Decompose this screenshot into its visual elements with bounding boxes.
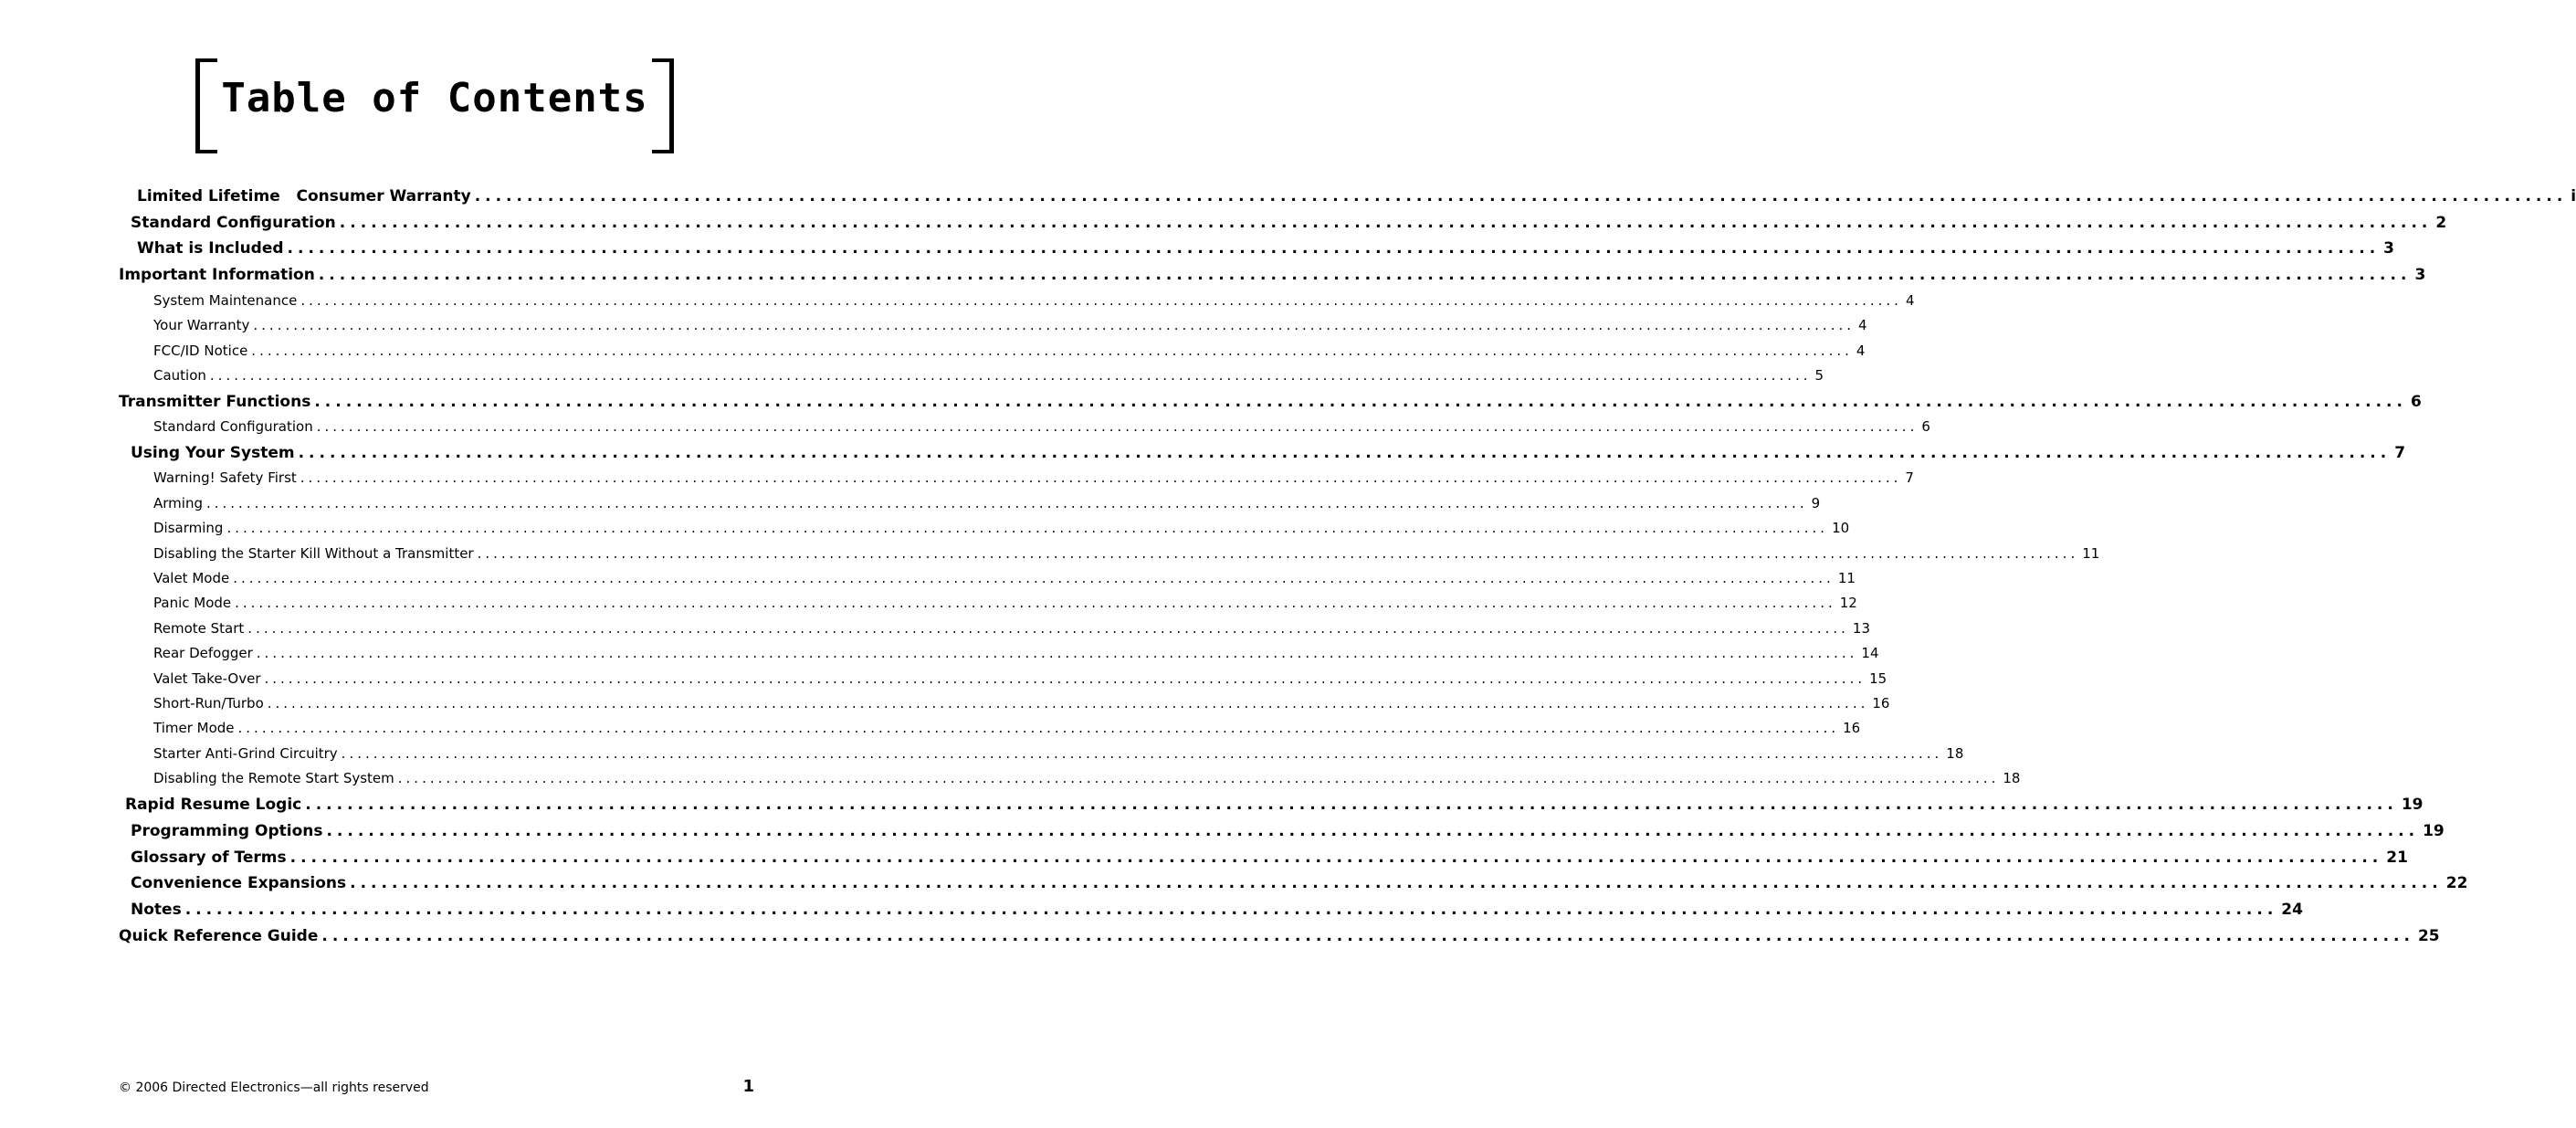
- page-title: Table of Contents: [221, 75, 648, 121]
- toc-entry-label: Disabling the Remote Start System: [153, 770, 394, 786]
- toc-entry-page: 4: [1858, 317, 1867, 333]
- dot-leader: ........................................................................................................................................................................................................: [326, 822, 2420, 840]
- toc-entry-label: Starter Anti-Grind Circuitry: [153, 745, 338, 762]
- toc-entry[interactable]: [137, 239, 2394, 258]
- toc-entry[interactable]: [131, 214, 2447, 232]
- dot-leader: ........................................................................................................................................................................................................: [251, 343, 1853, 359]
- right-bracket: [652, 58, 674, 153]
- toc-entry[interactable]: [153, 520, 1850, 536]
- toc-entry-page: 18: [2003, 770, 2021, 786]
- dot-leader: ........................................................................................................................................................................................................: [209, 367, 1812, 384]
- dot-leader: ........................................................................................................................................................................................................: [341, 745, 1943, 762]
- toc-entry-page: 2: [2435, 214, 2447, 232]
- toc-entry-label: Limited Lifetime Consumer Warranty: [137, 187, 471, 206]
- toc-entry-label: Warning! Safety First: [153, 469, 297, 486]
- toc-entry-label: Your Warranty: [153, 317, 250, 333]
- toc-entry[interactable]: [131, 874, 2468, 892]
- page-number: 1: [742, 1077, 754, 1096]
- dot-leader: ........................................................................................................................................................................................................: [305, 796, 2398, 814]
- toc-entry[interactable]: [125, 796, 2424, 814]
- toc-entry-page: 14: [1861, 645, 1879, 661]
- toc-entry-page: 12: [1839, 595, 1857, 611]
- toc-entry-page: 7: [2394, 444, 2406, 462]
- toc-entry[interactable]: [153, 469, 1914, 486]
- toc-entry[interactable]: [153, 620, 1871, 637]
- toc-entry[interactable]: [153, 695, 1890, 712]
- dot-leader: ........................................................................................................................................................................................................: [314, 393, 2407, 411]
- copyright-notice: © 2006 Directed Electronics—all rights reserved: [119, 1081, 429, 1095]
- toc-entry[interactable]: [153, 645, 1879, 661]
- toc-entry-label: Disabling the Starter Kill Without a Transmitter: [153, 545, 474, 562]
- dot-leader: ........................................................................................................................................................................................................: [235, 595, 1836, 611]
- toc-entry-page: 18: [1946, 745, 1964, 762]
- toc-entry[interactable]: [153, 595, 1857, 611]
- toc-entry-label: Rapid Resume Logic: [125, 796, 302, 814]
- toc-entry-page: 5: [1814, 367, 1824, 384]
- dot-leader: ........................................................................................................................................................................................................: [247, 620, 1849, 637]
- toc-entry-label: Valet Take-Over: [153, 670, 261, 687]
- toc-entry-label: Caution: [153, 367, 206, 384]
- dot-leader: ........................................................................................................................................................................................................: [184, 901, 2278, 919]
- toc-entry[interactable]: [131, 849, 2408, 867]
- toc-entry-label: System Maintenance: [153, 292, 298, 309]
- toc-entry-page: 13: [1852, 620, 1871, 637]
- toc-entry-page: 4: [1856, 343, 1866, 359]
- dot-leader: ........................................................................................................................................................................................................: [267, 695, 1869, 712]
- toc-entry[interactable]: [153, 770, 2021, 786]
- dot-leader: ........................................................................................................................................................................................................: [350, 874, 2443, 892]
- dot-leader: ........................................................................................................................................................................................................: [316, 418, 1919, 435]
- toc-entry[interactable]: [131, 444, 2406, 462]
- dot-leader: ........................................................................................................................................................................................................: [205, 495, 1808, 511]
- toc-entry[interactable]: [153, 292, 1915, 309]
- toc-entry-label: Important Information: [119, 266, 315, 284]
- toc-entry-page: 4: [1905, 292, 1915, 309]
- toc-entry[interactable]: [119, 927, 2440, 945]
- toc-entry[interactable]: [153, 495, 1821, 511]
- toc-entry-label: Notes: [131, 901, 182, 919]
- dot-leader: ........................................................................................................................................................................................................: [321, 927, 2414, 945]
- toc-entry-page: 6: [1921, 418, 1930, 435]
- toc-entry-label: Disarming: [153, 520, 224, 536]
- toc-entry-page: 22: [2445, 874, 2468, 892]
- toc-entry-page: 6: [2410, 393, 2422, 411]
- toc-entry-label: Programming Options: [131, 822, 323, 840]
- dot-leader: ........................................................................................................................................................................................................: [318, 266, 2412, 284]
- toc-entry[interactable]: [131, 901, 2303, 919]
- toc-entry-page: 11: [1837, 570, 1856, 586]
- toc-entry[interactable]: [153, 367, 1824, 384]
- toc-entry-page: 9: [1811, 495, 1821, 511]
- toc-entry-label: Using Your System: [131, 444, 295, 462]
- toc-entry-label: What is Included: [137, 239, 284, 258]
- toc-entry-page: 21: [2386, 849, 2408, 867]
- toc-entry-page: 19: [2423, 822, 2445, 840]
- title-frame: [195, 58, 674, 153]
- toc-entry[interactable]: [137, 187, 2576, 206]
- toc-entry[interactable]: [153, 670, 1887, 687]
- toc-entry[interactable]: [153, 317, 1867, 333]
- dot-leader: ........................................................................................................................................................................................................: [300, 469, 1902, 486]
- dot-leader: ........................................................................................................................................................................................................: [300, 292, 1902, 309]
- toc-entry-page: 7: [1905, 469, 1914, 486]
- toc-entry-label: Quick Reference Guide: [119, 927, 319, 945]
- toc-entry-label: Standard Configuration: [131, 214, 336, 232]
- toc-entry[interactable]: [153, 545, 2100, 562]
- toc-entry[interactable]: [119, 266, 2426, 284]
- toc-entry-page: 3: [2414, 266, 2426, 284]
- dot-leader: ........................................................................................................................................................................................................: [256, 645, 1858, 661]
- toc-entry-page: 10: [1832, 520, 1850, 536]
- toc-entry-label: Standard Configuration: [153, 418, 313, 435]
- toc-entry-label: Short-Run/Turbo: [153, 695, 264, 712]
- toc-entry-label: Arming: [153, 495, 203, 511]
- toc-entry-label: Remote Start: [153, 620, 245, 637]
- toc-entry-label: Transmitter Functions: [119, 393, 311, 411]
- toc-entry-page: 3: [2383, 239, 2394, 258]
- toc-entry[interactable]: [131, 822, 2445, 840]
- dot-leader: ........................................................................................................................................................................................................: [253, 317, 1856, 333]
- toc-entry-label: Timer Mode: [153, 720, 235, 736]
- toc-entry-page: 16: [1843, 720, 1861, 736]
- toc-entry[interactable]: [119, 393, 2422, 411]
- toc-entry-page: 16: [1872, 695, 1890, 712]
- dot-leader: ........................................................................................................................................................................................................: [264, 670, 1866, 687]
- toc-entry[interactable]: [153, 343, 1866, 359]
- toc-entry-page: 11: [2082, 545, 2100, 562]
- toc-entry[interactable]: [153, 418, 1930, 435]
- dot-leader: ........................................................................................................................................................................................................: [233, 570, 1835, 586]
- toc-entry-label: Panic Mode: [153, 595, 232, 611]
- dot-leader: ........................................................................................................................................................................................................: [339, 214, 2433, 232]
- toc-entry-label: Rear Defogger: [153, 645, 253, 661]
- toc-entry-page: 19: [2401, 796, 2424, 814]
- toc-entry[interactable]: [153, 720, 1861, 736]
- toc-entry-label: Convenience Expansions: [131, 874, 347, 892]
- dot-leader: ........................................................................................................................................................................................................: [289, 849, 2383, 867]
- toc-entry-page: 25: [2417, 927, 2440, 945]
- toc-entry-page: 15: [1869, 670, 1887, 687]
- toc-entry[interactable]: [153, 570, 1856, 586]
- toc-entry-label: FCC/ID Notice: [153, 343, 248, 359]
- dot-leader: ........................................................................................................................................................................................................: [474, 187, 2568, 206]
- dot-leader: ........................................................................................................................................................................................................: [287, 239, 2381, 258]
- dot-leader: ........................................................................................................................................................................................................: [237, 720, 1840, 736]
- dot-leader: ........................................................................................................................................................................................................: [477, 545, 2079, 562]
- dot-leader: ........................................................................................................................................................................................................: [397, 770, 2000, 786]
- dot-leader: ........................................................................................................................................................................................................: [226, 520, 1829, 536]
- toc-entry-page: i: [2571, 187, 2576, 206]
- toc-entry-page: 24: [2281, 901, 2303, 919]
- toc-entry[interactable]: [153, 745, 1964, 762]
- dot-leader: ........................................................................................................................................................................................................: [298, 444, 2392, 462]
- toc-entry-label: Glossary of Terms: [131, 849, 287, 867]
- toc-entry-label: Valet Mode: [153, 570, 230, 586]
